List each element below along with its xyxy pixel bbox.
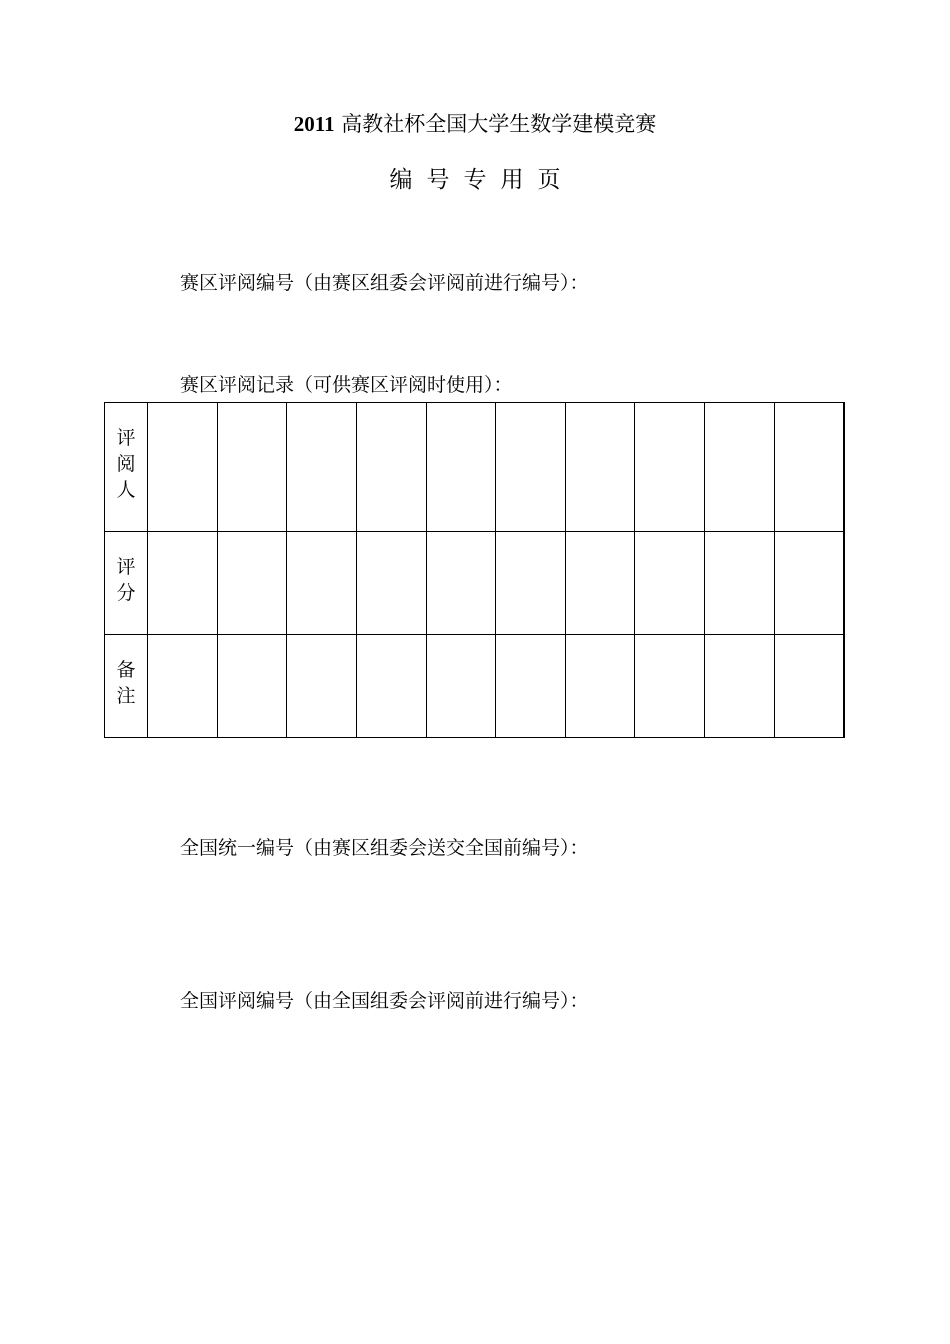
table-cell[interactable] xyxy=(496,403,566,532)
table-cell[interactable] xyxy=(705,635,775,738)
table-cell[interactable] xyxy=(774,403,844,532)
table-cell[interactable] xyxy=(705,403,775,532)
table-cell[interactable] xyxy=(565,403,635,532)
table-cell[interactable] xyxy=(148,403,218,532)
table-row-reviewer xyxy=(105,403,845,532)
row-header-reviewer: 评阅人 xyxy=(105,403,148,532)
table-cell[interactable] xyxy=(356,403,426,532)
division-review-record-label: 赛区评阅记录（可供赛区评阅时使用）： xyxy=(180,374,513,396)
table-cell[interactable] xyxy=(356,635,426,738)
table-cell[interactable] xyxy=(426,532,496,635)
table-cell[interactable] xyxy=(565,532,635,635)
table-cell[interactable] xyxy=(217,635,287,738)
table-cell[interactable] xyxy=(635,635,705,738)
table-cell[interactable] xyxy=(496,635,566,738)
table-cell[interactable] xyxy=(635,403,705,532)
table-cell[interactable] xyxy=(287,532,357,635)
national-unified-number-label: 全国统一编号（由赛区组委会送交全国前编号）： xyxy=(180,837,589,859)
table-cell[interactable] xyxy=(148,532,218,635)
table-cell[interactable] xyxy=(148,635,218,738)
table-cell[interactable] xyxy=(426,635,496,738)
table-cell[interactable] xyxy=(287,635,357,738)
table-cell[interactable] xyxy=(217,403,287,532)
table-cell[interactable] xyxy=(287,403,357,532)
division-review-number-label: 赛区评阅编号（由赛区组委会评阅前进行编号）： xyxy=(180,272,589,294)
table-row-score xyxy=(105,532,845,635)
title-text: 高教社杯全国大学生数学建模竞赛 xyxy=(334,112,657,136)
table-cell[interactable] xyxy=(635,532,705,635)
row-header-score: 评分 xyxy=(105,532,148,635)
national-review-number-label: 全国评阅编号（由全国组委会评阅前进行编号）： xyxy=(180,990,589,1012)
table-cell[interactable] xyxy=(356,532,426,635)
page-subtitle: 编号专用页 xyxy=(389,167,575,193)
table-cell[interactable] xyxy=(565,635,635,738)
title-year: 2011 xyxy=(293,112,335,136)
table-cell[interactable] xyxy=(774,635,844,738)
table-cell[interactable] xyxy=(217,532,287,635)
table-cell[interactable] xyxy=(705,532,775,635)
table-cell[interactable] xyxy=(774,532,844,635)
row-header-remarks: 备注 xyxy=(105,635,148,738)
table-cell[interactable] xyxy=(426,403,496,532)
document-title xyxy=(0,110,950,138)
review-record-table xyxy=(104,402,845,738)
table-row-remarks xyxy=(105,635,845,738)
table-cell[interactable] xyxy=(496,532,566,635)
